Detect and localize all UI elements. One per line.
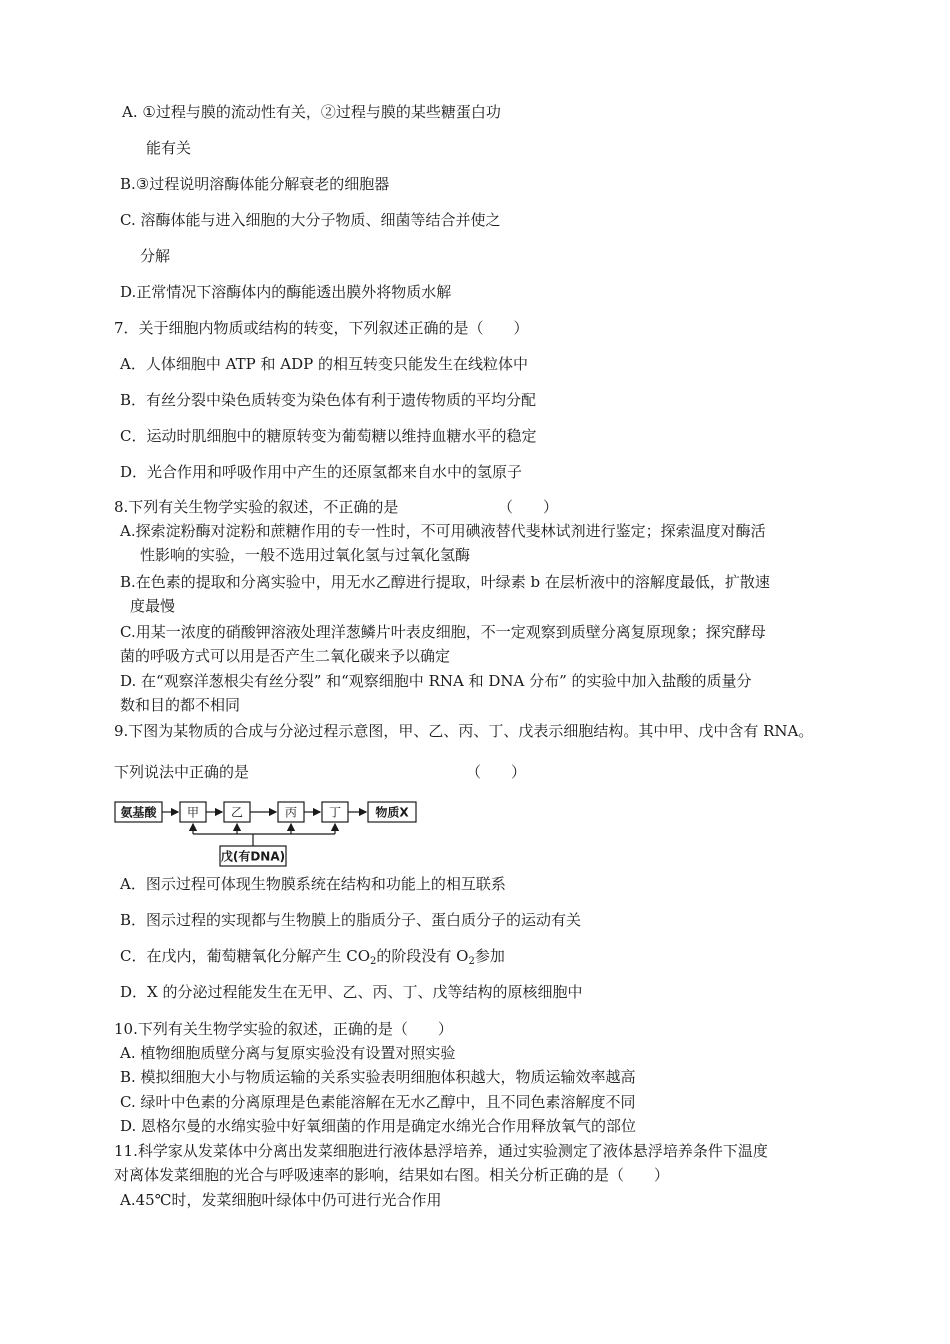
q9-option-b: B．图示过程的实现都与生物膜上的脂质分子、蛋白质分子的运动有关 — [120, 911, 582, 929]
q6-option-a-line2: 能有关 — [146, 139, 192, 157]
start-node-label: 氨基酸 — [120, 805, 157, 820]
q6-option-c-line2: 分解 — [140, 247, 171, 265]
q9-answer-paren: （ ） — [466, 763, 527, 781]
bottom-node-label: 戊(有DNA) — [220, 849, 286, 864]
q9-option-c-sub2: 2 — [468, 956, 475, 967]
q9-option-a: A．图示过程可体现生物膜系统在结构和功能上的相互联系 — [120, 875, 506, 893]
q9-option-c — [120, 946, 505, 972]
q6-option-a-line1: A. ①过程与膜的流动性有关，②过程与膜的某些糖蛋白功 — [122, 103, 501, 121]
q10-option-b: B. 模拟细胞大小与物质运输的关系实验表明细胞体积越大，物质运输效率越高 — [120, 1068, 636, 1086]
q6-option-c-line1: C. 溶酶体能与进入细胞的大分子物质、细菌等结合并使之 — [120, 211, 501, 229]
q7-option-c: C．运动时肌细胞中的糖原转变为葡萄糖以维持血糖水平的稳定 — [120, 427, 537, 445]
node-2-label: 乙 — [230, 805, 244, 820]
q8-option-a-line2: 性影响的实验，一般不选用过氧化氢与过氧化氢酶 — [140, 546, 471, 564]
q9-option-c-part1: C．在戊内，葡萄糖氧化分解产生 CO — [120, 947, 371, 965]
q8-option-d-line1: D. 在“观察洋葱根尖有丝分裂” 和“观察细胞中 RNA 和 DNA 分布” 的实验中加入盐酸的质量分 — [120, 672, 752, 690]
q7-stem: 7．关于细胞内物质或结构的转变，下列叙述正确的是（ ） — [114, 319, 529, 337]
node-4-label: 丁 — [328, 805, 342, 820]
q8-option-a-line1: A.探索淀粉酶对淀粉和蔗糖作用的专一性时，不可用碘液替代斐林试剂进行鉴定；探索温度对酶活 — [120, 522, 766, 540]
node-3-label: 丙 — [284, 805, 298, 820]
q10-option-a: A. 植物细胞质壁分离与复原实验没有设置对照实验 — [120, 1044, 456, 1062]
q10-stem: 10.下列有关生物学实验的叙述，正确的是（ ） — [114, 1020, 453, 1038]
q11-stem-line2: 对离体发菜细胞的光合与呼吸速率的影响，结果如右图。相关分析正确的是（ ） — [114, 1166, 670, 1184]
q8-option-d-line2: 数和目的都不相同 — [120, 696, 241, 714]
q9-stem-line2: 下列说法中正确的是 — [114, 763, 250, 781]
q9-stem-line1: 9.下图为某物质的合成与分泌过程示意图，甲、乙、丙、丁、戊表示细胞结构。其中甲、戊中含有 RNA。 — [114, 722, 814, 740]
q10-option-d: D. 恩格尔曼的水绵实验中好氧细菌的作用是确定水绵光合作用释放氧气的部位 — [120, 1117, 637, 1135]
q6-option-d: D.正常情况下溶酶体内的酶能透出膜外将物质水解 — [120, 283, 452, 301]
q7-option-d: D．光合作用和呼吸作用中产生的还原氢都来自水中的氢原子 — [120, 463, 523, 481]
q8-option-b-line1: B.在色素的提取和分离实验中，用无水乙醇进行提取，叶绿素 b 在层析液中的溶解度最低，扩散速 — [120, 573, 770, 591]
q6-option-b: B.③过程说明溶酶体能分解衰老的细胞器 — [120, 175, 390, 193]
q7-option-a: A．人体细胞中 ATP 和 ADP 的相互转变只能发生在线粒体中 — [120, 355, 528, 373]
process-flow-diagram — [114, 796, 434, 870]
q8-option-b-line2: 度最慢 — [130, 597, 176, 615]
q11-stem-line1: 11.科学家从发菜体中分离出发菜细胞进行液体悬浮培养，通过实验测定了液体悬浮培养条件下温度 — [114, 1142, 768, 1160]
q8-answer-paren: （ ） — [498, 498, 559, 516]
q8-option-c-line1: C.用某一浓度的硝酸钾溶液处理洋葱鳞片叶表皮细胞，不一定观察到质壁分离复原现象；探究酵母 — [120, 623, 766, 641]
q7-option-b: B．有丝分裂中染色质转变为染色体有利于遗传物质的平均分配 — [120, 391, 537, 409]
end-node-label: 物质X — [375, 805, 409, 820]
q8-option-c-line2: 菌的呼吸方式可以用是否产生二氧化碳来予以确定 — [120, 647, 451, 665]
q9-option-c-sub1: 2 — [370, 956, 377, 967]
node-1-label: 甲 — [186, 805, 200, 820]
q9-option-c-part2: 的阶段没有 O — [376, 947, 469, 965]
q9-option-c-part3: 参加 — [474, 947, 505, 965]
q10-option-c: C. 绿叶中色素的分离原理是色素能溶解在无水乙醇中，且不同色素溶解度不同 — [120, 1093, 636, 1111]
q11-option-a: A.45℃时，发菜细胞叶绿体中仍可进行光合作用 — [120, 1191, 442, 1209]
q9-option-d: D．X 的分泌过程能发生在无甲、乙、丙、丁、戊等结构的原核细胞中 — [120, 983, 583, 1001]
q8-stem: 8.下列有关生物学实验的叙述，不正确的是 — [114, 498, 399, 516]
